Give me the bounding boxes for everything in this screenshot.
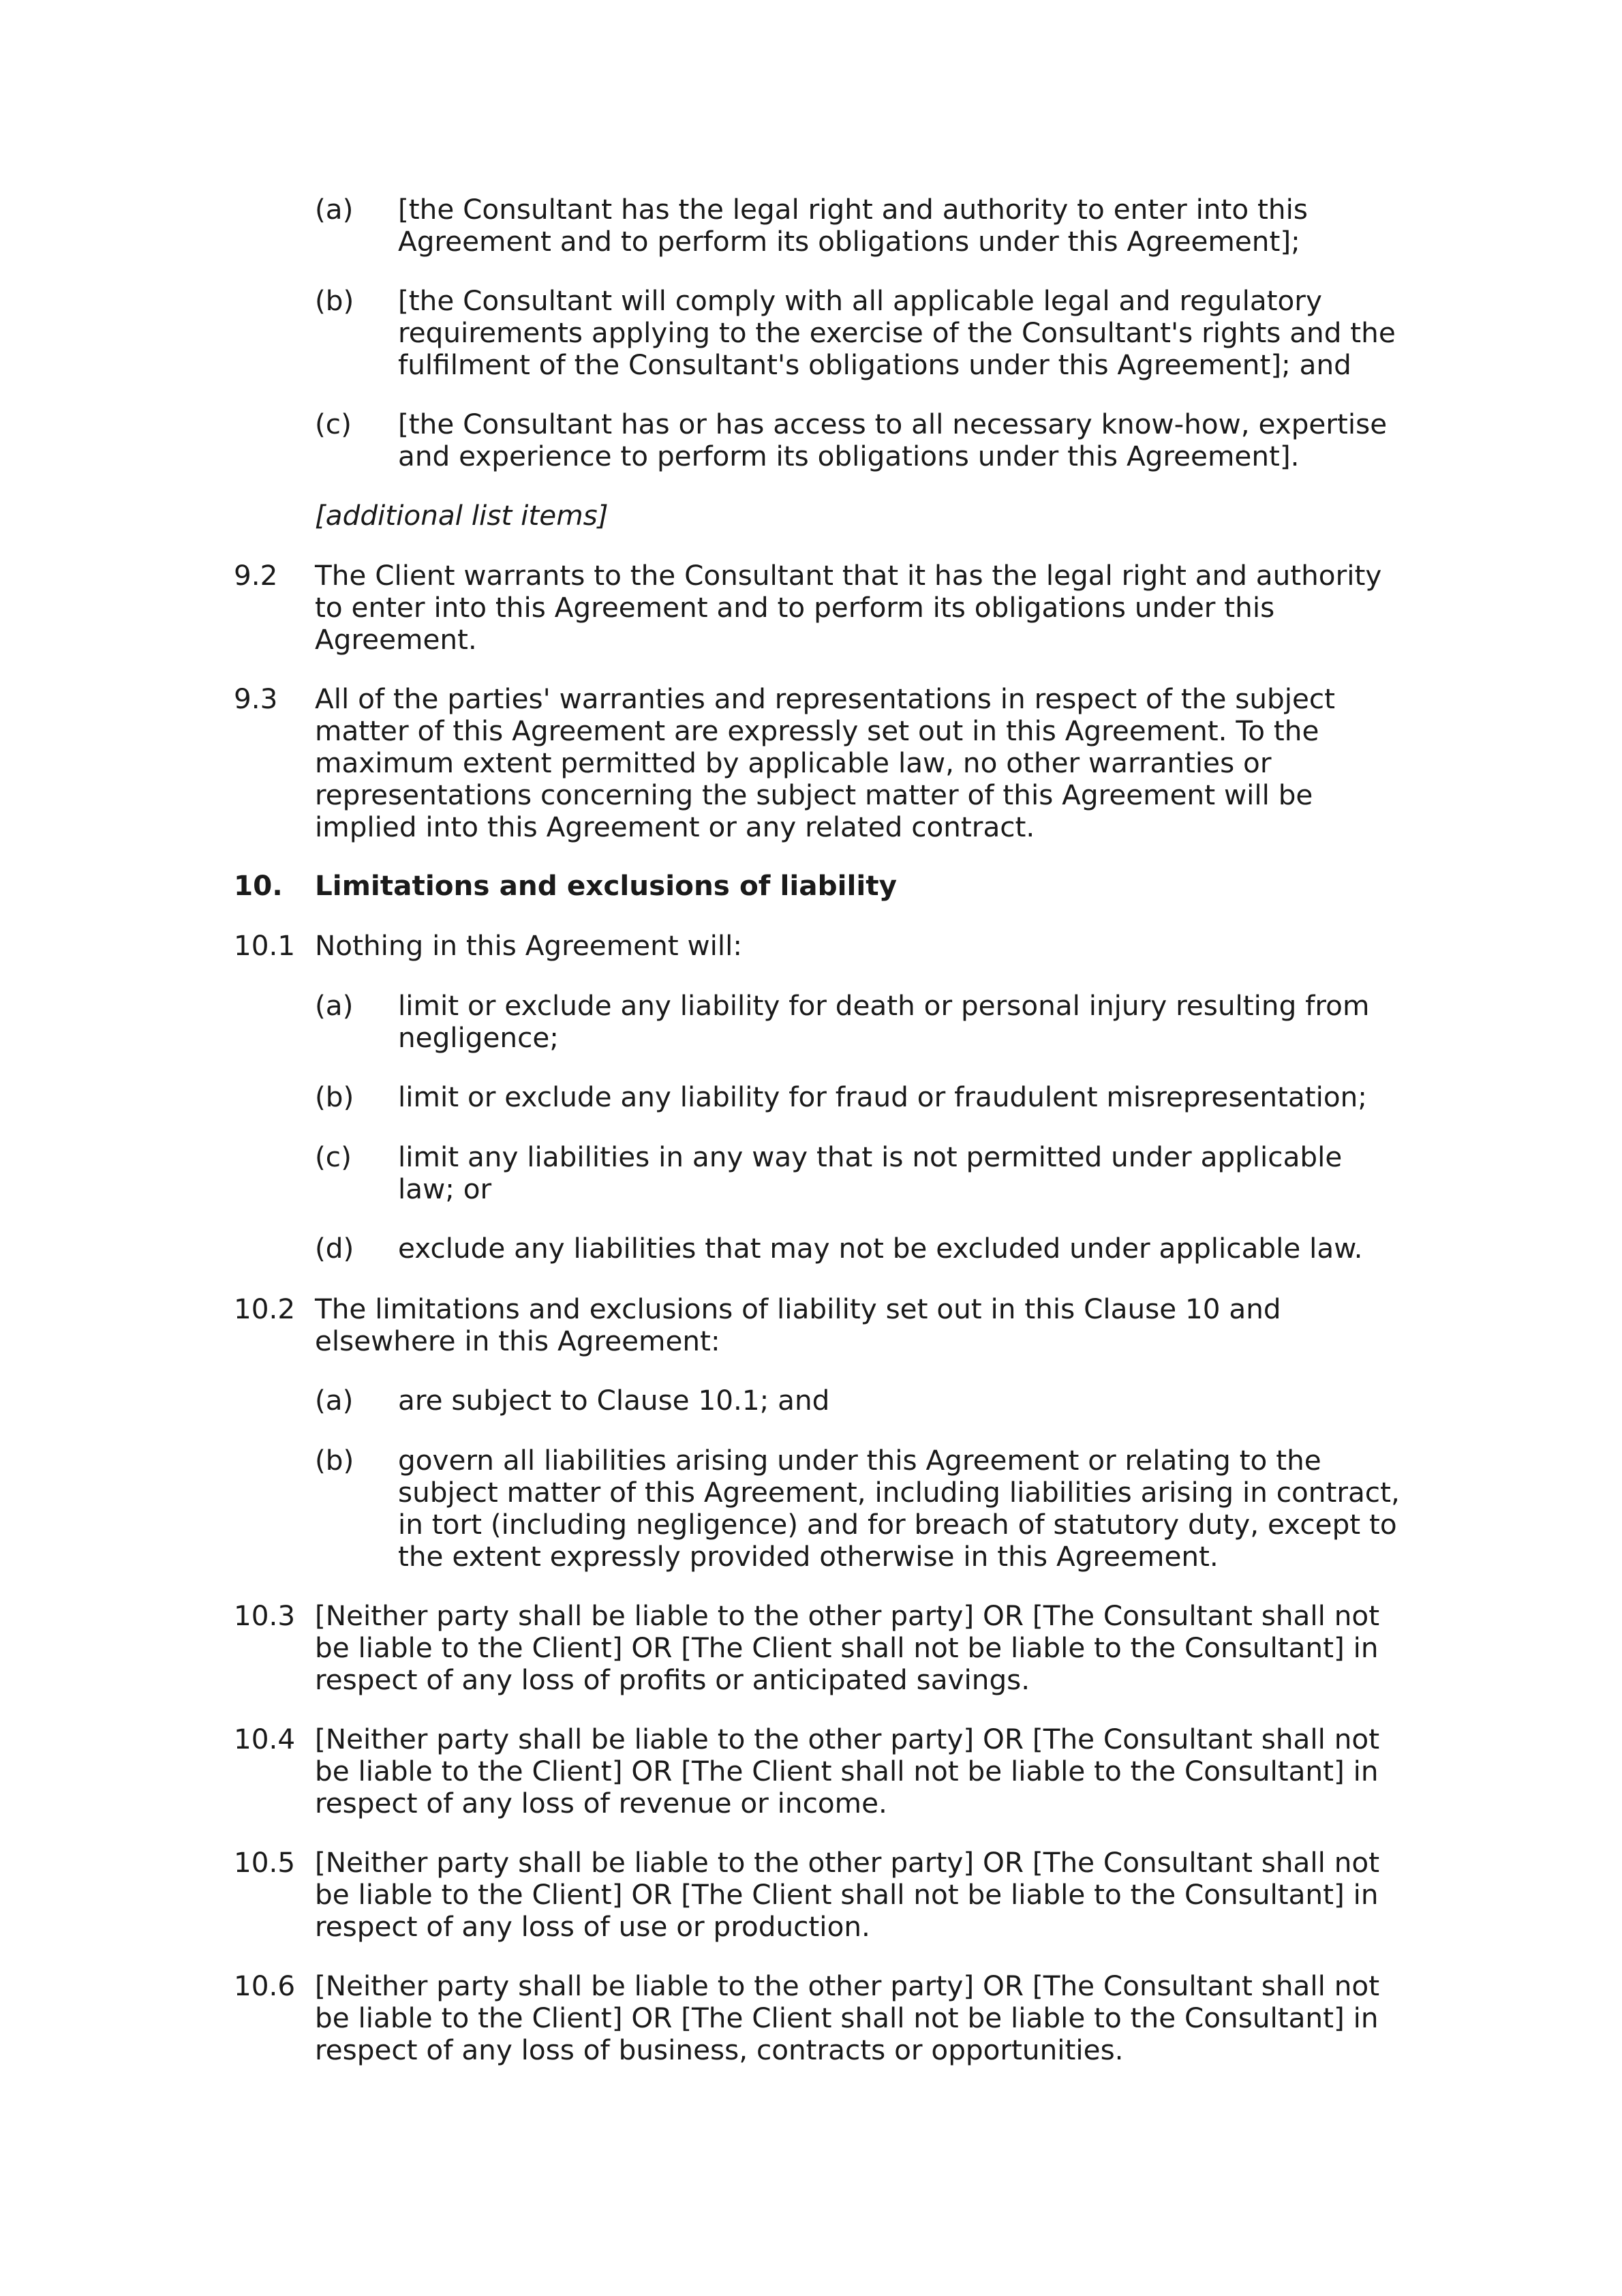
list-item-label: (c) [315,408,352,440]
list-item-label: (a) [315,1384,354,1417]
clause-number: 10.5 [234,1846,296,1879]
list-item-text: limit any liabilities in any way that is not permitted under applicable law; or [398,1141,1343,1205]
section-title: Limitations and exclusions of liability [315,869,898,902]
list-item-label: (a) [315,989,354,1022]
list-item-label: (c) [315,1141,352,1173]
list-item-text: [the Consultant has or has access to all necessary know-how, expertise and experience to perform its obligations under this Agreement]. [398,408,1388,472]
clause-text: [Neither party shall be liable to the other party] OR [The Consultant shall not be liable to the Client] OR [The Client shall not be liable to the Consultant] in respect of any loss of profits or anticipated savings. [315,1599,1380,1696]
clause-text: [Neither party shall be liable to the other party] OR [The Consultant shall not be liable to the Client] OR [The Client shall not be liable to the Consultant] in respect of any loss of business, contracts or opportunities. [315,1969,1380,2066]
section-number: 10. [234,869,283,902]
clause-text: The Client warrants to the Consultant that it has the legal right and authority to enter into this Agreement and to perform its obligations under this Agreement. [315,559,1382,656]
clause-text: The limitations and exclusions of liability set out in this Clause 10 and elsewhere in this Agreement: [315,1293,1281,1357]
list-item-label: (b) [315,1081,354,1113]
clause-text: [Neither party shall be liable to the other party] OR [The Consultant shall not be liable to the Client] OR [The Client shall not be liable to the Consultant] in respect of any loss of revenue or income. [315,1723,1380,1819]
clause-text: [Neither party shall be liable to the other party] OR [The Consultant shall not be liable to the Client] OR [The Client shall not be liable to the Consultant] in respect of any loss of use or production. [315,1846,1380,1943]
list-item-text: are subject to Clause 10.1; and [398,1384,830,1417]
clause-number: 10.3 [234,1599,296,1632]
list-item-label: (b) [315,284,354,317]
list-item-text: [the Consultant has the legal right and authority to enter into this Agreement and to perform its obligations under this Agreement]; [398,193,1308,258]
additional-items-text: [additional list items] [315,499,609,532]
list-item-text: exclude any liabilities that may not be excluded under applicable law. [398,1232,1363,1265]
clause-number: 9.2 [234,559,278,592]
list-item-text: limit or exclude any liability for fraud or fraudulent misrepresentation; [398,1081,1367,1113]
clause-number: 10.4 [234,1723,296,1755]
list-item-text: govern all liabilities arising under this Agreement or relating to the subject matter of this Agreement, including liabilities arising in contract, in tort (including negligence) and for breach of statutory duty, except to the extent expressly provided otherwise in this Agreement. [398,1444,1400,1573]
list-item-text: limit or exclude any liability for death or personal injury resulting from negligence; [398,989,1370,1054]
clause-number: 9.3 [234,682,278,715]
list-item-label: (d) [315,1232,354,1265]
clause-number: 10.2 [234,1293,296,1325]
list-item-label: (b) [315,1444,354,1477]
clause-text: All of the parties' warranties and representations in respect of the subject matter of this Agreement are expressly set out in this Agreement. To the maximum extent permitted by applicable law, no other warranties or representations concerning the subject matter of this Agreement will be implied into this Agreement or any related contract. [315,682,1336,843]
clause-number: 10.6 [234,1969,296,2002]
list-item-label: (a) [315,193,354,226]
clause-number: 10.1 [234,929,296,962]
clause-text: Nothing in this Agreement will: [315,929,743,962]
list-item-text: [the Consultant will comply with all applicable legal and regulatory requirements applying to the exercise of the Consultant's rights and the fulfilment of the Consultant's obligations under this Agreement]; and [398,284,1396,381]
